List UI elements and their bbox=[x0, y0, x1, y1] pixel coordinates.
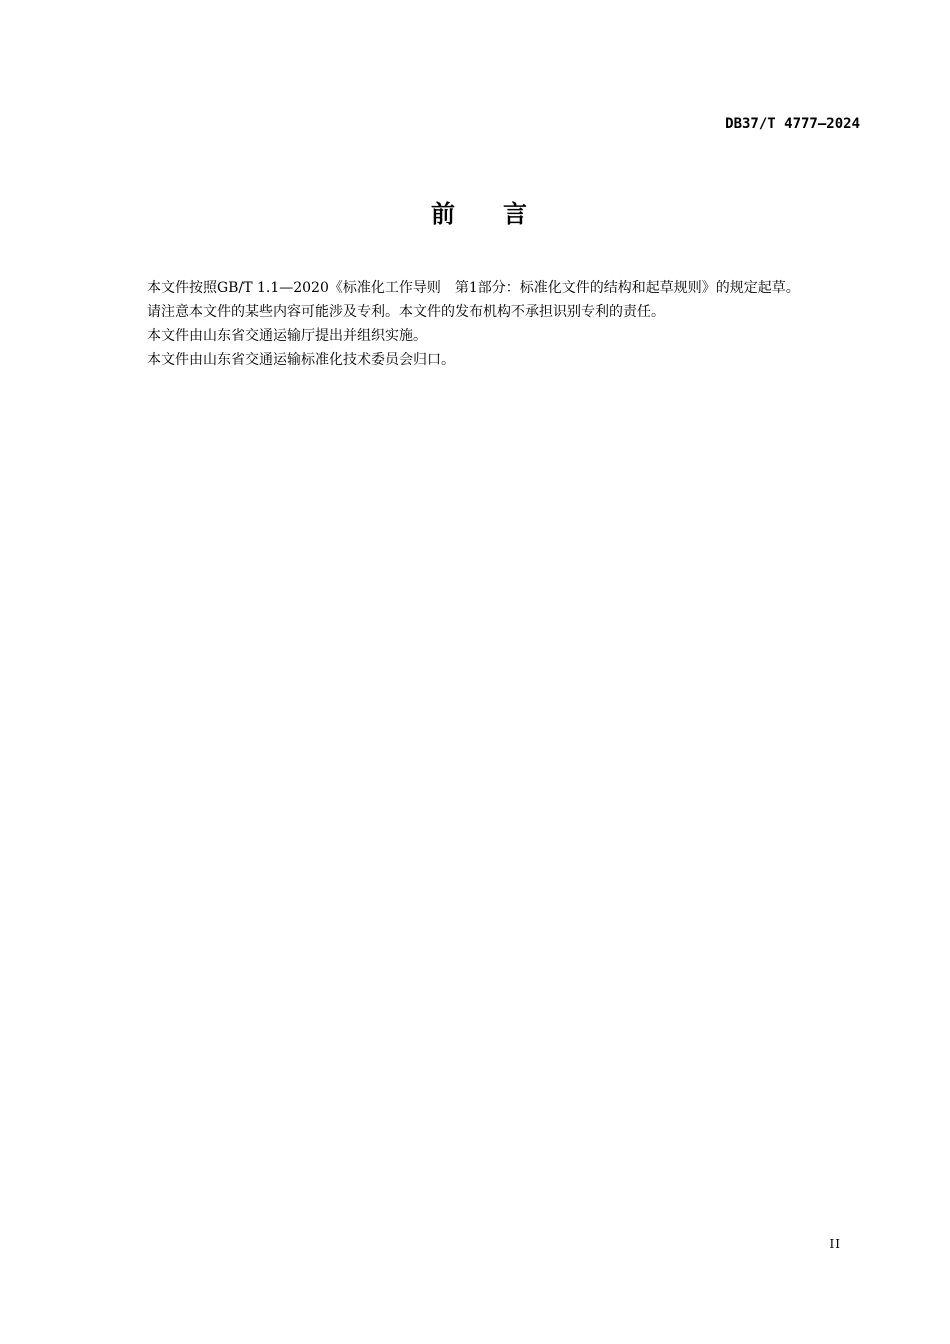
paragraph-technical-committee: 本文件由山东省交通运输标准化技术委员会归口。 bbox=[147, 352, 455, 368]
paragraph-proposer: 本文件由山东省交通运输厅提出并组织实施。 bbox=[147, 328, 427, 344]
document-number: DB37/T 4777—2024 bbox=[725, 116, 860, 132]
paragraph-drafting-rules: 本文件按照GB/T 1.1—2020《标准化工作导则 第1部分：标准化文件的结构和起草规则》的规定起草。 bbox=[147, 280, 800, 296]
page-number: II bbox=[829, 1237, 841, 1251]
preface-body bbox=[113, 276, 859, 372]
paragraph-patent-notice: 请注意本文件的某些内容可能涉及专利。本文件的发布机构不承担识别专利的责任。 bbox=[147, 304, 665, 320]
section-title: 前言 bbox=[431, 200, 575, 228]
